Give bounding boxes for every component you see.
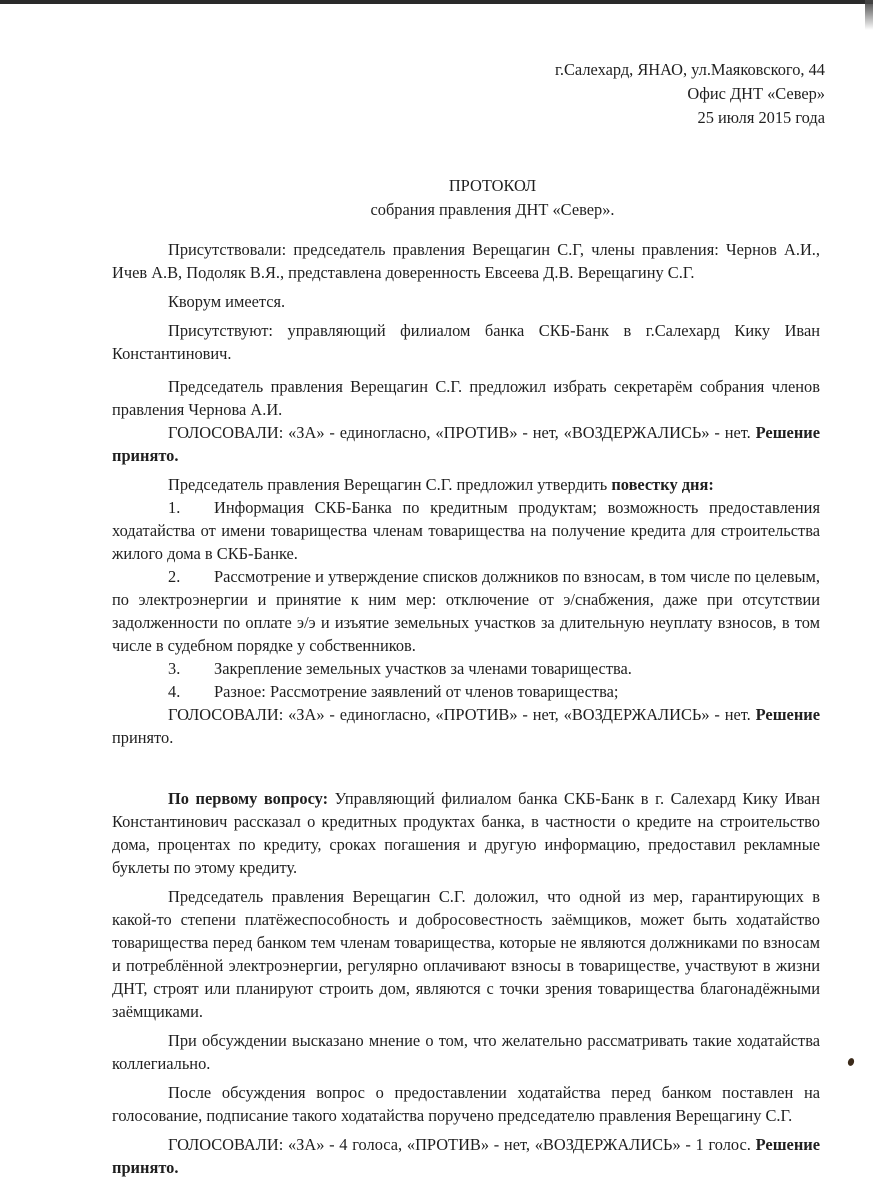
agenda-item-1 — [112, 496, 820, 565]
paragraph-present: Присутствуют: управляющий филиалом банка СКБ-Банк в г.Салехард Кику Иван Константинович. — [112, 321, 820, 363]
first-question-text: Управляющий филиалом банка СКБ-Банк в г. Салехард Кику Иван Константинович рассказал о кредитных продуктах банка, в частности о кредите на строительство дома, процентах по кредиту, сроках погашения и другую информацию, предоставил рекламные буклеты по этому кредиту. — [112, 789, 820, 877]
paragraph-chairman-report: Председатель правления Верещагин С.Г. доложил, что одной из мер, гарантирующих в какой-то степени платёжеспособность и добросовестность заёмщиков, может быть ходатайство товарищества перед банком тем членам товарищества, которые не являются должниками по взносам и потреблённой электроэнергии, регулярно оплачивают взносы в товариществе, участвуют в жизни ДНТ, строят или планируют строить дом, являются с точки зрения товарищества благонадёжными заёмщиками. — [112, 887, 820, 1021]
agenda-item-number: 1. — [168, 498, 181, 517]
title-sub: собрания правления ДНТ «Север». — [370, 200, 615, 219]
agenda-item-text: Закрепление земельных участков за членами товарищества. — [214, 659, 632, 678]
agenda-item-text: Рассмотрение и утверждение списков должников по взносам, в том числе по целевым, по электроэнергии и принятие к ним мер: отключение от э/снабжения, даже при отсутствии задолженности по оплате э/э и изъятие земельных участков за длительную неуплату взносов, в том числе в судебном порядке у собственников. — [112, 567, 820, 655]
header-address: г.Салехард, ЯНАО, ул.Маяковского, 44 — [555, 60, 825, 79]
vote-3 — [112, 1133, 820, 1179]
paragraph-discussion: При обсуждении высказано мнение о том, что желательно рассматривать такие ходатайства коллегиально. — [112, 1031, 820, 1073]
vote-2 — [112, 703, 820, 749]
agenda-item-3 — [112, 657, 820, 680]
first-question — [112, 787, 820, 879]
document-title — [0, 174, 873, 222]
vote-2-text: ГОЛОСОВАЛИ: «ЗА» - единогласно, «ПРОТИВ» - нет, «ВОЗДЕРЖАЛИСЬ» - нет. — [168, 705, 756, 724]
vote-1-text: ГОЛОСОВАЛИ: «ЗА» - единогласно, «ПРОТИВ» - нет, «ВОЗДЕРЖАЛИСЬ» - нет. — [168, 423, 756, 442]
agenda-item-4 — [112, 680, 820, 703]
vote-3-decision: Решение принято. — [112, 1135, 820, 1177]
first-question-label: По первому вопросу: — [168, 789, 329, 808]
vote-1-decision: Решение принято. — [112, 423, 820, 465]
agenda-item-text: Разное: Рассмотрение заявлений от членов товарищества; — [214, 682, 619, 701]
agenda-item-number: 4. — [168, 682, 181, 701]
agenda-intro-text: Председатель правления Верещагин С.Г. предложил утвердить — [168, 475, 612, 494]
paragraph-secretary: Председатель правления Верещагин С.Г. предложил избрать секретарём собрания членов правления Чернова А.И. — [112, 377, 820, 419]
ink-speck — [847, 1057, 855, 1067]
header-date: 25 июля 2015 года — [697, 108, 825, 127]
agenda-item-2 — [112, 565, 820, 657]
vote-2-decision-rest: принято. — [112, 728, 174, 747]
document-body — [112, 238, 820, 1179]
agenda-list — [112, 496, 820, 703]
title-main: ПРОТОКОЛ — [448, 176, 537, 195]
agenda-item-text: Информация СКБ-Банка по кредитным продуктам; возможность предоставления ходатайства от имени товарищества членам товарищества на получение кредита для строительства жилого дома в СКБ-Банке. — [112, 498, 820, 563]
document-header — [555, 58, 825, 130]
vote-3-text: ГОЛОСОВАЛИ: «ЗА» - 4 голоса, «ПРОТИВ» - нет, «ВОЗДЕРЖАЛИСЬ» - 1 голос. — [168, 1135, 756, 1154]
agenda-item-number: 2. — [168, 567, 181, 586]
paragraph-after-discussion: После обсуждения вопрос о предоставлении ходатайства перед банком поставлен на голосование, подписание такого ходатайства поручено председателю правления Верещагину С.Г. — [112, 1083, 820, 1125]
agenda-intro — [112, 473, 820, 496]
paragraph-quorum: Кворум имеется. — [168, 292, 286, 311]
header-office: Офис ДНТ «Север» — [687, 84, 825, 103]
agenda-intro-bold: повестку дня: — [611, 475, 714, 494]
vote-1 — [112, 421, 820, 467]
agenda-item-number: 3. — [168, 659, 181, 678]
paragraph-attendees: Присутствовали: председатель правления Верещагин С.Г, члены правления: Чернов А.И., Ичев А.В, Подоляк В.Я., представлена доверенность Евсеева Д.В. Верещагину С.Г. — [112, 240, 820, 282]
vote-2-decision-bold: Решение — [755, 705, 820, 724]
